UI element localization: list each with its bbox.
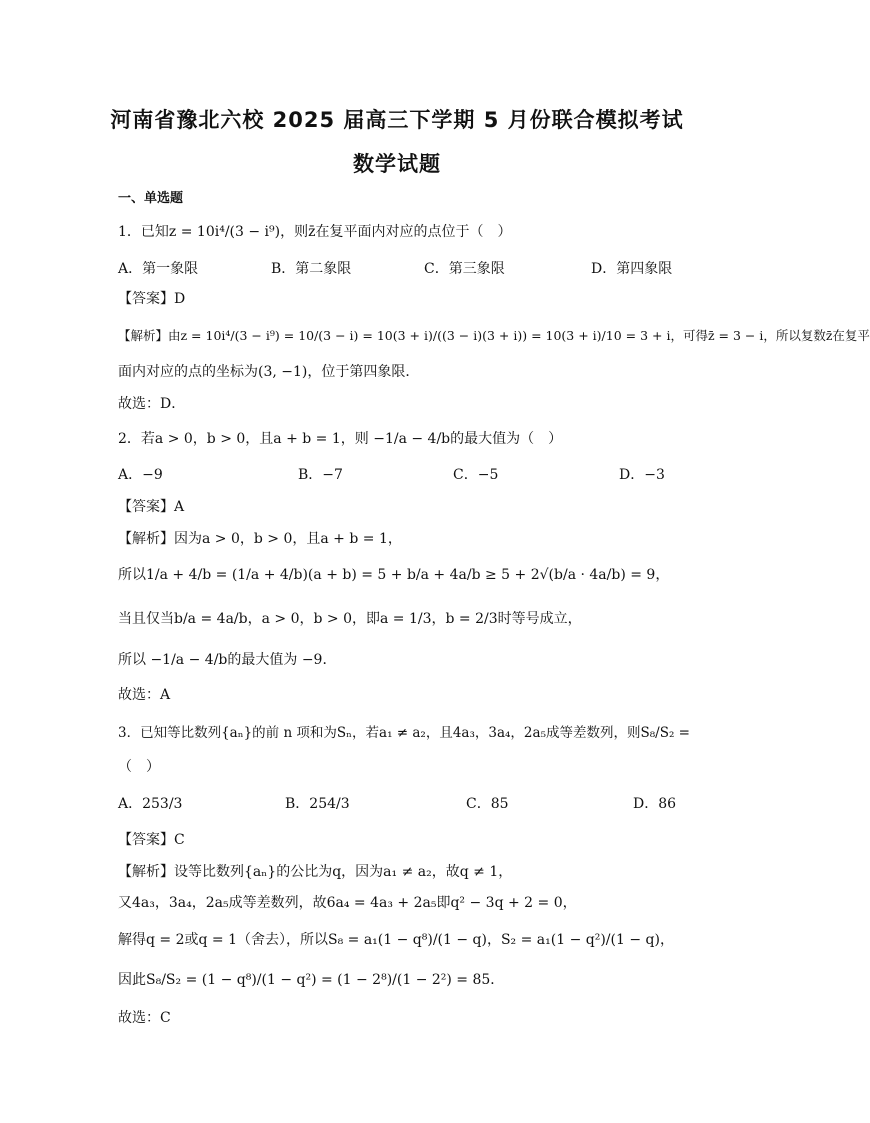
question-3-stem-line-2: （ ） xyxy=(118,759,160,775)
question-1-analysis-line-1: 【解析】由z = 10i⁴/(3 − i⁹) = 10/(3 − i) = 10(3 + i)/((3 − i)(3 + i)) = 10(3 + i)/10 = 3 + i，可得z̄ = 3 − i，所以复数z̄在复平 xyxy=(118,328,870,343)
question-1-answer: 【答案】D xyxy=(118,291,186,307)
question-1-choice: 故选：D． xyxy=(118,396,186,412)
question-1-option-d: D．第四象限 xyxy=(591,261,673,277)
question-2-option-d: D．−3 xyxy=(619,467,665,483)
question-3-option-b: B．254/3 xyxy=(285,796,350,812)
question-1-analysis-line-2: 面内对应的点的坐标为(3, −1)，位于第四象限． xyxy=(118,364,420,380)
question-2-option-a: A．−9 xyxy=(118,467,163,483)
question-2-analysis-line-4: 所以 −1/a − 4/b的最大值为 −9． xyxy=(118,652,337,668)
question-3-analysis-line-4: 因此S₈/S₂ = (1 − q⁸)/(1 − q²) = (1 − 2⁸)/(1 − 2²) = 85． xyxy=(118,972,505,988)
question-3-analysis-line-3: 解得q = 2或q = 1（舍去），所以S₈ = a₁(1 − q⁸)/(1 − q)，S₂ = a₁(1 − q²)/(1 − q)， xyxy=(118,932,674,948)
question-1-option-a: A．第一象限 xyxy=(118,261,199,277)
question-2-analysis-line-2: 所以1/a + 4/b = (1/a + 4/b)(a + b) = 5 + b/a + 4a/b ≥ 5 + 2√(b/a · 4a/b) = 9， xyxy=(118,567,670,583)
question-3-option-d: D．86 xyxy=(633,796,677,812)
question-2-option-b: B．−7 xyxy=(298,467,343,483)
question-3-choice: 故选：C xyxy=(118,1010,171,1026)
exam-subtitle: 数学试题 xyxy=(353,152,441,176)
question-3-analysis-line-1: 【解析】设等比数列{aₙ}的公比为q，因为a₁ ≠ a₂，故q ≠ 1， xyxy=(118,864,513,880)
question-2-choice: 故选：A xyxy=(118,687,171,703)
question-2-analysis-line-3: 当且仅当b/a = 4a/b，a > 0，b > 0，即a = 1/3，b = 2/3时等号成立， xyxy=(118,611,582,627)
question-1-stem: 1．已知z = 10i⁴/(3 − i⁹)，则z̄在复平面内对应的点位于（ ） xyxy=(118,224,512,240)
question-3-option-a: A．253/3 xyxy=(118,796,183,812)
section-heading-single-choice: 一、单选题 xyxy=(118,191,184,206)
exam-title: 河南省豫北六校 2025 届高三下学期 5 月份联合模拟考试 xyxy=(110,108,684,132)
question-1-option-b: B．第二象限 xyxy=(271,261,352,277)
question-2-option-c: C．−5 xyxy=(453,467,499,483)
question-1-option-c: C．第三象限 xyxy=(424,261,505,277)
question-2-answer: 【答案】A xyxy=(118,499,185,515)
question-3-answer: 【答案】C xyxy=(118,832,185,848)
question-3-stem-line-1: 3．已知等比数列{aₙ}的前 n 项和为Sₙ，若a₁ ≠ a₂，且4a₃，3a₄，2a₅成等差数列，则S₈/S₂ = xyxy=(118,725,690,741)
question-3-option-c: C．85 xyxy=(466,796,509,812)
question-2-stem: 2．若a > 0，b > 0，且a + b = 1，则 −1/a − 4/b的最大值为（ ） xyxy=(118,431,563,447)
question-3-analysis-line-2: 又4a₃，3a₄，2a₅成等差数列，故6a₄ = 4a₃ + 2a₅即q² − 3q + 2 = 0， xyxy=(118,895,577,911)
question-2-analysis-line-1: 【解析】因为a > 0，b > 0，且a + b = 1， xyxy=(118,531,402,547)
